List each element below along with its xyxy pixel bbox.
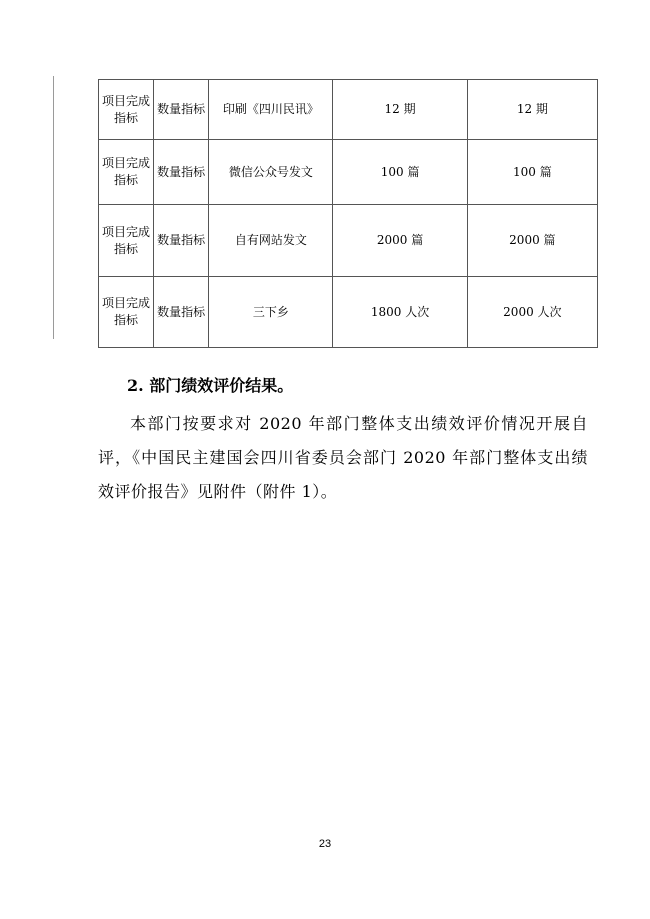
target-value-cell: 2000 篇 bbox=[333, 205, 467, 277]
table-row bbox=[99, 80, 598, 140]
category-cell: 项目完成指标 bbox=[99, 205, 154, 277]
indicator-cell: 数量指标 bbox=[154, 205, 209, 277]
target-value-cell: 1800 人次 bbox=[333, 277, 467, 348]
actual-value-cell: 100 篇 bbox=[467, 140, 597, 205]
actual-value-cell: 2000 篇 bbox=[467, 205, 597, 277]
category-cell: 项目完成指标 bbox=[99, 140, 154, 205]
performance-indicator-table bbox=[98, 79, 598, 348]
table-row bbox=[99, 277, 598, 348]
actual-value-cell: 12 期 bbox=[467, 80, 597, 140]
indicator-cell: 数量指标 bbox=[154, 277, 209, 348]
category-cell: 项目完成指标 bbox=[99, 80, 154, 140]
item-cell: 三下乡 bbox=[209, 277, 333, 348]
page-number: 23 bbox=[318, 838, 332, 850]
indicator-cell: 数量指标 bbox=[154, 80, 209, 140]
item-cell: 印刷《四川民讯》 bbox=[209, 80, 333, 140]
actual-value-cell: 2000 人次 bbox=[467, 277, 597, 348]
category-cell: 项目完成指标 bbox=[99, 277, 154, 348]
section-heading: 2. 部门绩效评价结果。 bbox=[127, 376, 294, 395]
indicator-cell: 数量指标 bbox=[154, 140, 209, 205]
table-row bbox=[99, 205, 598, 277]
table-row bbox=[99, 140, 598, 205]
target-value-cell: 100 篇 bbox=[333, 140, 467, 205]
binding-margin-line bbox=[53, 76, 54, 339]
item-cell: 自有网站发文 bbox=[209, 205, 333, 277]
item-cell: 微信公众号发文 bbox=[209, 140, 333, 205]
target-value-cell: 12 期 bbox=[333, 80, 467, 140]
body-paragraph: 本部门按要求对 2020 年部门整体支出绩效评价情况开展自评，《中国民主建国会四川省委员会部门 2020 年部门整体支出绩效评价报告》见附件（附件 1）。 bbox=[98, 414, 588, 501]
